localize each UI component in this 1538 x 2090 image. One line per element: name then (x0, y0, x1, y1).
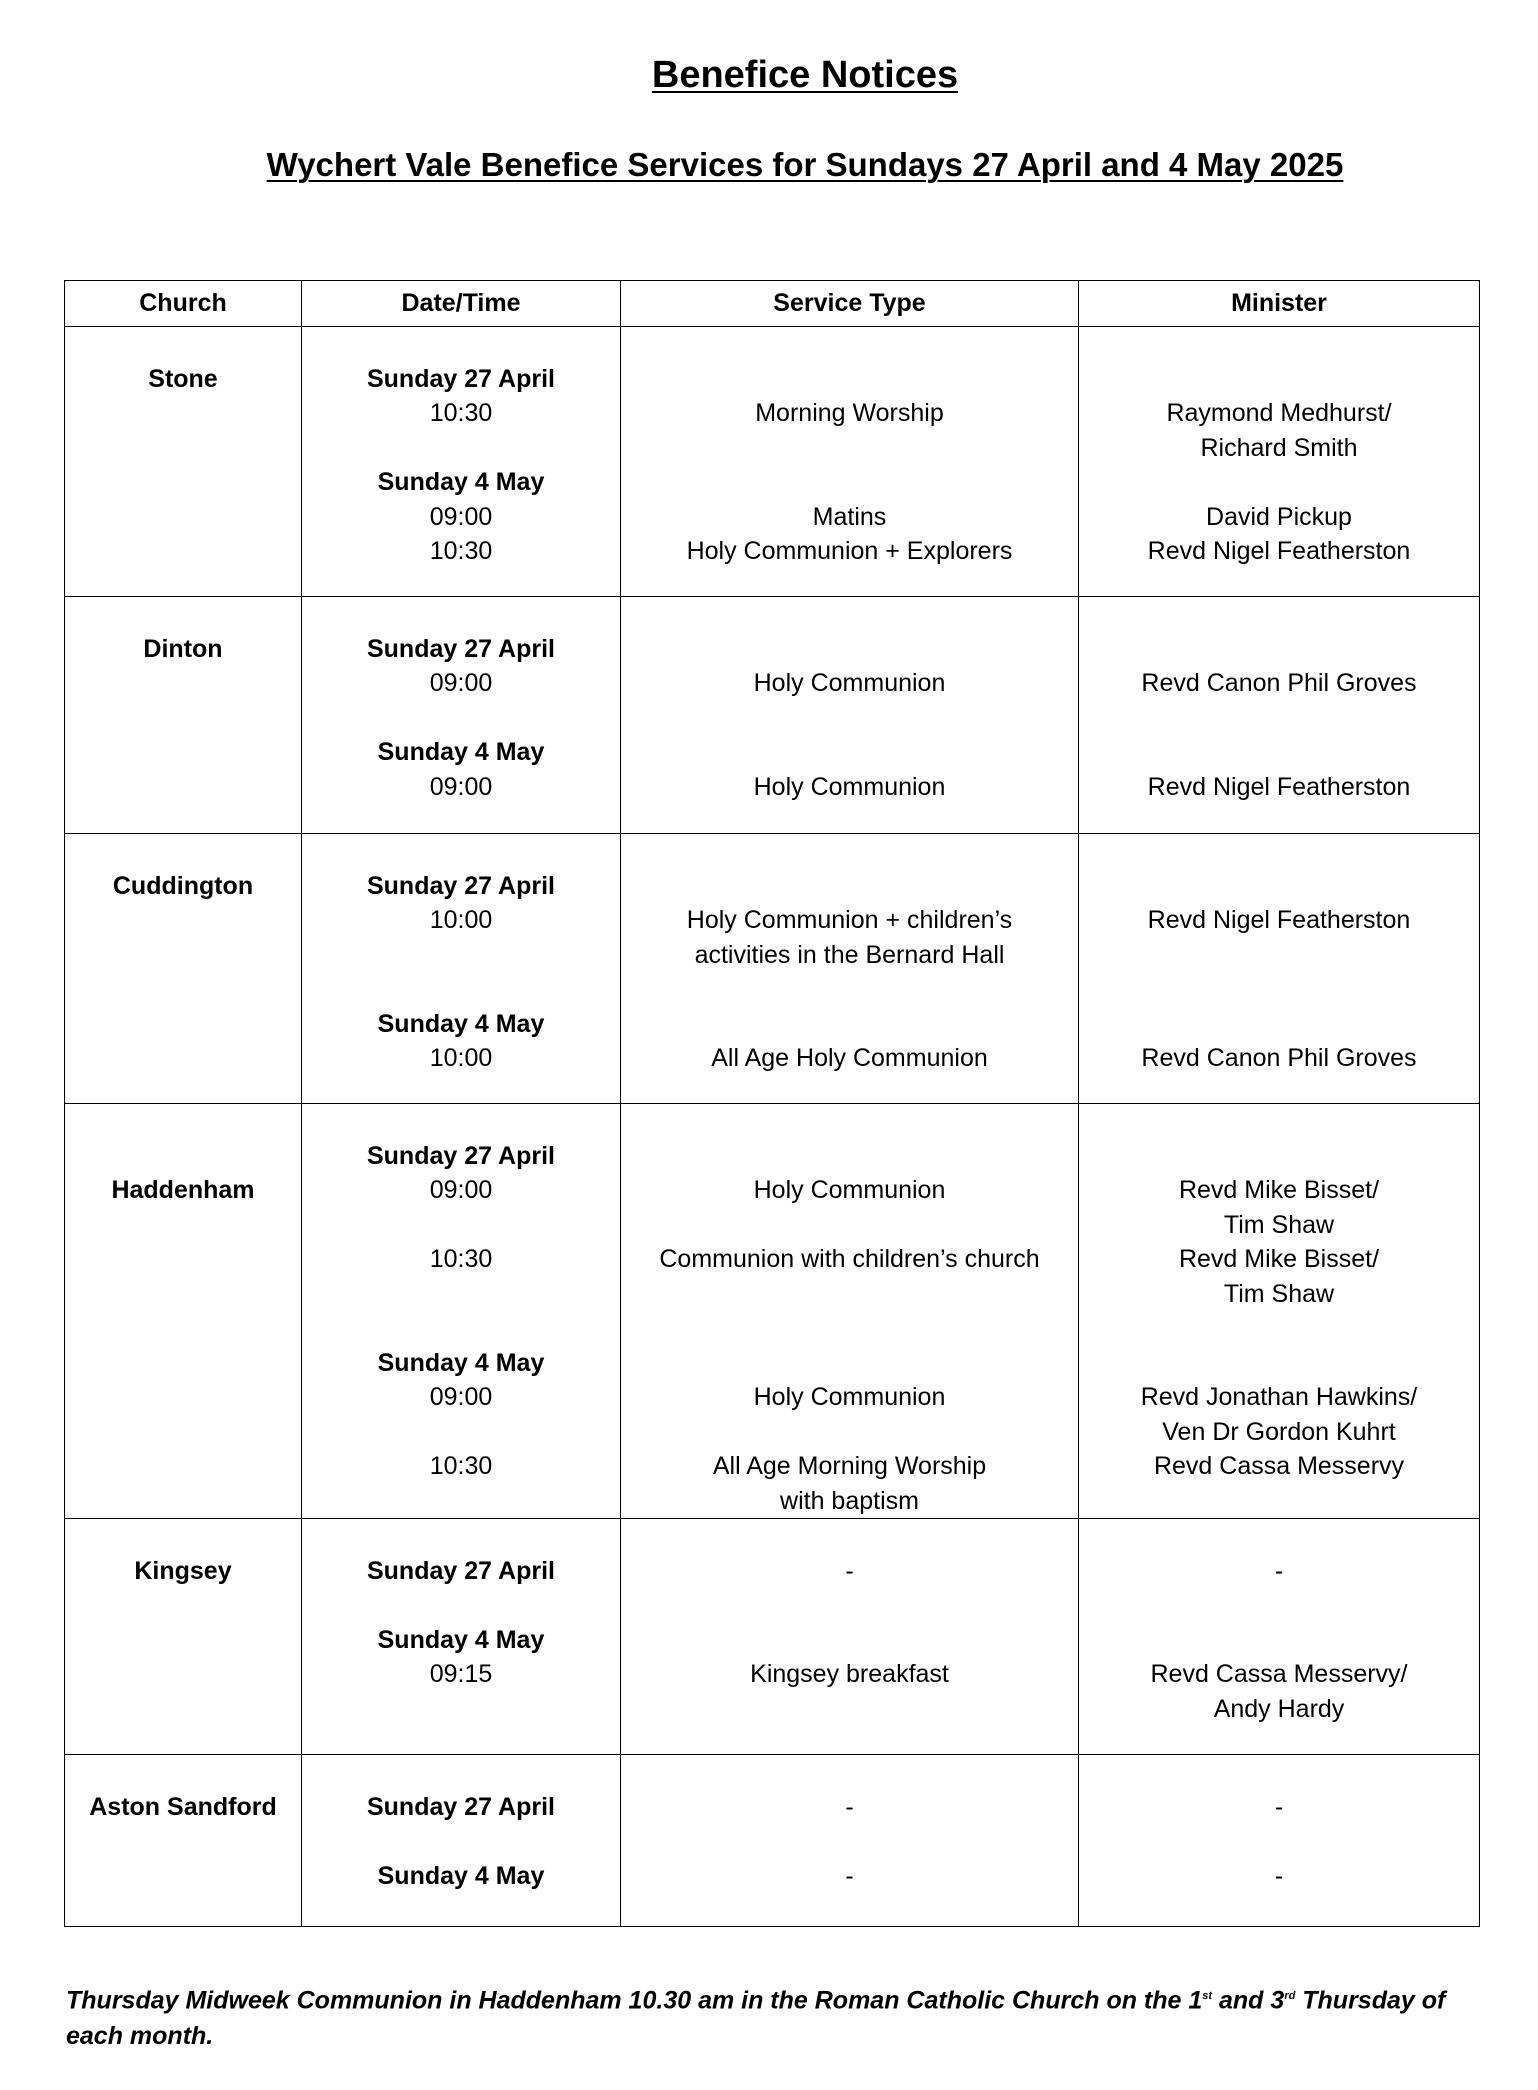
spacer (621, 362, 1078, 397)
spacer (302, 597, 620, 632)
table-row (65, 1519, 1480, 1755)
date-time-line: 09:00 (429, 1383, 493, 1411)
header-service-type: Service Type (621, 281, 1079, 327)
spacer (65, 597, 301, 632)
date-time-line: 09:00 (429, 772, 493, 801)
spacer (621, 869, 1078, 904)
spacer (65, 327, 301, 362)
spacer (302, 1588, 620, 1623)
table-row (65, 1755, 1480, 1927)
church-name: Kingsey (134, 1556, 232, 1585)
spacer (1079, 1346, 1479, 1381)
minister-line: Revd Canon Phil Groves (1141, 669, 1417, 697)
date-time-line: Sunday 27 April (366, 1556, 555, 1585)
footnote (66, 1978, 1496, 2054)
minister-line: - (1274, 1556, 1284, 1585)
date-time-line: Sunday 4 May (377, 1009, 545, 1038)
minister-cell (1079, 1104, 1480, 1519)
spacer (621, 1623, 1078, 1658)
spacer (621, 1755, 1078, 1790)
date-time-cell (302, 1519, 621, 1755)
spacer (1079, 869, 1479, 904)
date-time-line: 10:00 (429, 1044, 493, 1072)
spacer (621, 1277, 1078, 1312)
date-time-cell (302, 834, 621, 1104)
spacer (621, 327, 1078, 362)
church-name: Haddenham (111, 1176, 255, 1204)
date-time-line: Sunday 27 April (366, 634, 555, 663)
spacer (1079, 1139, 1479, 1174)
table-row (65, 1104, 1480, 1519)
date-time-cell (302, 1755, 621, 1927)
spacer (621, 632, 1078, 667)
footnote-text-middle: and 3 (1212, 1986, 1285, 2015)
minister-cell (1079, 1519, 1480, 1755)
spacer (302, 938, 620, 973)
spacer (302, 1208, 620, 1243)
service-type-line: with baptism (780, 1486, 919, 1515)
date-time-cell (302, 327, 621, 597)
service-type-cell (621, 1519, 1079, 1755)
spacer (621, 1824, 1078, 1859)
services-table (64, 280, 1480, 1927)
spacer (1079, 597, 1479, 632)
spacer (302, 701, 620, 736)
minister-line: - (1274, 1792, 1284, 1821)
date-time-line: Sunday 27 April (366, 1792, 555, 1821)
date-time-cell (302, 1104, 621, 1519)
spacer (1079, 701, 1479, 736)
spacer (1079, 1623, 1479, 1658)
spacer (302, 1277, 620, 1312)
minister-line: Revd Canon Phil Groves (1141, 1044, 1417, 1072)
minister-cell (1079, 1755, 1480, 1927)
header-date-time: Date/Time (302, 281, 621, 327)
spacer (1079, 1007, 1479, 1042)
date-time-cell (302, 597, 621, 834)
service-type-line: Holy Communion (753, 1176, 946, 1204)
footnote-text-start: Thursday Midweek Communion in Haddenham 10.30 am in the Roman Catholic Church on the 1 (66, 1986, 1203, 2015)
minister-cell (1079, 834, 1480, 1104)
spacer (302, 1755, 620, 1790)
service-type-line: - (845, 1556, 854, 1585)
service-type-line: Morning Worship (755, 399, 944, 427)
church-cell (65, 1755, 302, 1927)
spacer (1079, 1519, 1479, 1554)
church-name: Aston Sandford (89, 1792, 277, 1821)
date-time-line: 10:30 (429, 1245, 493, 1273)
date-time-line: 09:00 (429, 502, 493, 531)
page-subtitle: Wychert Vale Benefice Services for Sundays 27 April and 4 May 2025 (266, 146, 1344, 183)
service-type-cell (621, 834, 1079, 1104)
service-type-cell (621, 1104, 1079, 1519)
spacer (621, 1104, 1078, 1139)
spacer (65, 1755, 301, 1790)
header-church: Church (65, 281, 302, 327)
spacer (621, 1415, 1078, 1450)
minister-line: David Pickup (1206, 502, 1352, 531)
church-name: Dinton (143, 634, 223, 663)
minister-line: Revd Cassa Messervy (1153, 1452, 1405, 1480)
minister-line: Ven Dr Gordon Kuhrt (1162, 1417, 1396, 1446)
table-row (65, 834, 1480, 1104)
spacer (65, 1104, 301, 1139)
spacer (302, 327, 620, 362)
minister-line: Revd Mike Bisset/ (1178, 1176, 1380, 1204)
page-title: Benefice Notices (651, 54, 959, 96)
date-time-line: 10:30 (429, 1452, 493, 1480)
service-type-line: Holy Communion (753, 772, 946, 801)
spacer (621, 1208, 1078, 1243)
minister-line: Raymond Medhurst/ (1166, 399, 1392, 427)
table-row (65, 597, 1480, 834)
spacer (621, 597, 1078, 632)
service-type-line: Kingsey breakfast (750, 1660, 949, 1688)
spacer (621, 465, 1078, 500)
spacer (621, 431, 1078, 466)
service-type-line: Communion with children’s church (659, 1245, 1040, 1273)
spacer (1079, 1104, 1479, 1139)
service-type-line: Holy Communion + children’s (686, 906, 1013, 934)
spacer (302, 1824, 620, 1859)
service-type-line: activities in the Bernard Hall (694, 940, 1005, 969)
spacer (621, 735, 1078, 770)
date-time-line: Sunday 4 May (377, 1348, 545, 1377)
date-time-line: 09:00 (429, 669, 493, 697)
date-time-line: Sunday 4 May (377, 738, 545, 766)
date-time-line: Sunday 4 May (377, 1861, 545, 1890)
spacer (1079, 465, 1479, 500)
spacer (1079, 972, 1479, 1007)
service-type-line: All Age Morning Worship (712, 1452, 987, 1480)
spacer (1079, 834, 1479, 869)
minister-line: Revd Jonathan Hawkins/ (1140, 1383, 1418, 1411)
minister-line: Tim Shaw (1223, 1279, 1335, 1308)
header-minister: Minister (1079, 281, 1480, 327)
church-name: Cuddington (112, 871, 254, 900)
spacer (1079, 1755, 1479, 1790)
spacer (621, 701, 1078, 736)
minister-line: - (1274, 1861, 1284, 1890)
spacer (302, 1104, 620, 1139)
spacer (302, 1415, 620, 1450)
footnote-superscript-st: st (1202, 1990, 1213, 2002)
minister-line: Andy Hardy (1213, 1694, 1345, 1723)
spacer (1079, 735, 1479, 770)
service-type-cell (621, 1755, 1079, 1927)
spacer (302, 431, 620, 466)
service-type-cell (621, 327, 1079, 597)
church-cell (65, 327, 302, 597)
spacer (302, 1311, 620, 1346)
date-time-line: 09:15 (429, 1660, 493, 1688)
spacer (621, 972, 1078, 1007)
spacer (621, 1588, 1078, 1623)
spacer (621, 834, 1078, 869)
date-time-line: Sunday 4 May (377, 468, 545, 496)
table-row (65, 327, 1480, 597)
church-cell (65, 597, 302, 834)
date-time-line: 10:00 (429, 906, 493, 934)
church-cell (65, 1104, 302, 1519)
minister-line: Richard Smith (1200, 433, 1358, 462)
spacer (302, 1519, 620, 1554)
church-name: Stone (148, 364, 218, 393)
spacer (1079, 327, 1479, 362)
spacer (1079, 1588, 1479, 1623)
minister-line: Revd Cassa Messervy/ (1150, 1660, 1408, 1688)
spacer (1079, 1311, 1479, 1346)
spacer (65, 1139, 301, 1174)
church-cell (65, 1519, 302, 1755)
spacer (302, 834, 620, 869)
service-type-line: - (845, 1861, 854, 1890)
minister-cell (1079, 327, 1480, 597)
church-cell (65, 834, 302, 1104)
spacer (65, 834, 301, 869)
footnote-superscript-rd: rd (1284, 1990, 1296, 2002)
spacer (1079, 362, 1479, 397)
spacer (621, 1311, 1078, 1346)
service-type-line: All Age Holy Communion (711, 1044, 988, 1072)
date-time-line: Sunday 27 April (366, 1141, 555, 1170)
spacer (1079, 632, 1479, 667)
service-type-cell (621, 597, 1079, 834)
spacer (621, 1007, 1078, 1042)
minister-line: Revd Nigel Featherston (1147, 906, 1411, 934)
date-time-line: Sunday 4 May (377, 1625, 545, 1654)
footnote-text-end: Thursday of each month. (66, 1986, 1446, 2051)
minister-line: Revd Nigel Featherston (1147, 772, 1411, 801)
service-type-line: Matins (812, 502, 887, 531)
date-time-line: Sunday 27 April (366, 871, 555, 900)
service-type-line: Holy Communion + Explorers (686, 537, 1013, 565)
spacer (1079, 1824, 1479, 1859)
spacer (65, 1519, 301, 1554)
spacer (621, 1139, 1078, 1174)
minister-line: Revd Mike Bisset/ (1178, 1245, 1380, 1273)
date-time-line: Sunday 27 April (366, 364, 555, 393)
minister-cell (1079, 597, 1480, 834)
table-header-row (65, 281, 1480, 327)
spacer (302, 972, 620, 1007)
service-type-line: - (845, 1792, 854, 1821)
service-type-line: Holy Communion (753, 1383, 946, 1411)
date-time-line: 10:30 (429, 399, 493, 427)
date-time-line: 10:30 (429, 537, 493, 565)
minister-line: Tim Shaw (1223, 1210, 1335, 1239)
service-type-line: Holy Communion (753, 669, 946, 697)
date-time-line: 09:00 (429, 1176, 493, 1204)
spacer (621, 1519, 1078, 1554)
minister-line: Revd Nigel Featherston (1147, 537, 1411, 565)
spacer (621, 1346, 1078, 1381)
spacer (1079, 938, 1479, 973)
